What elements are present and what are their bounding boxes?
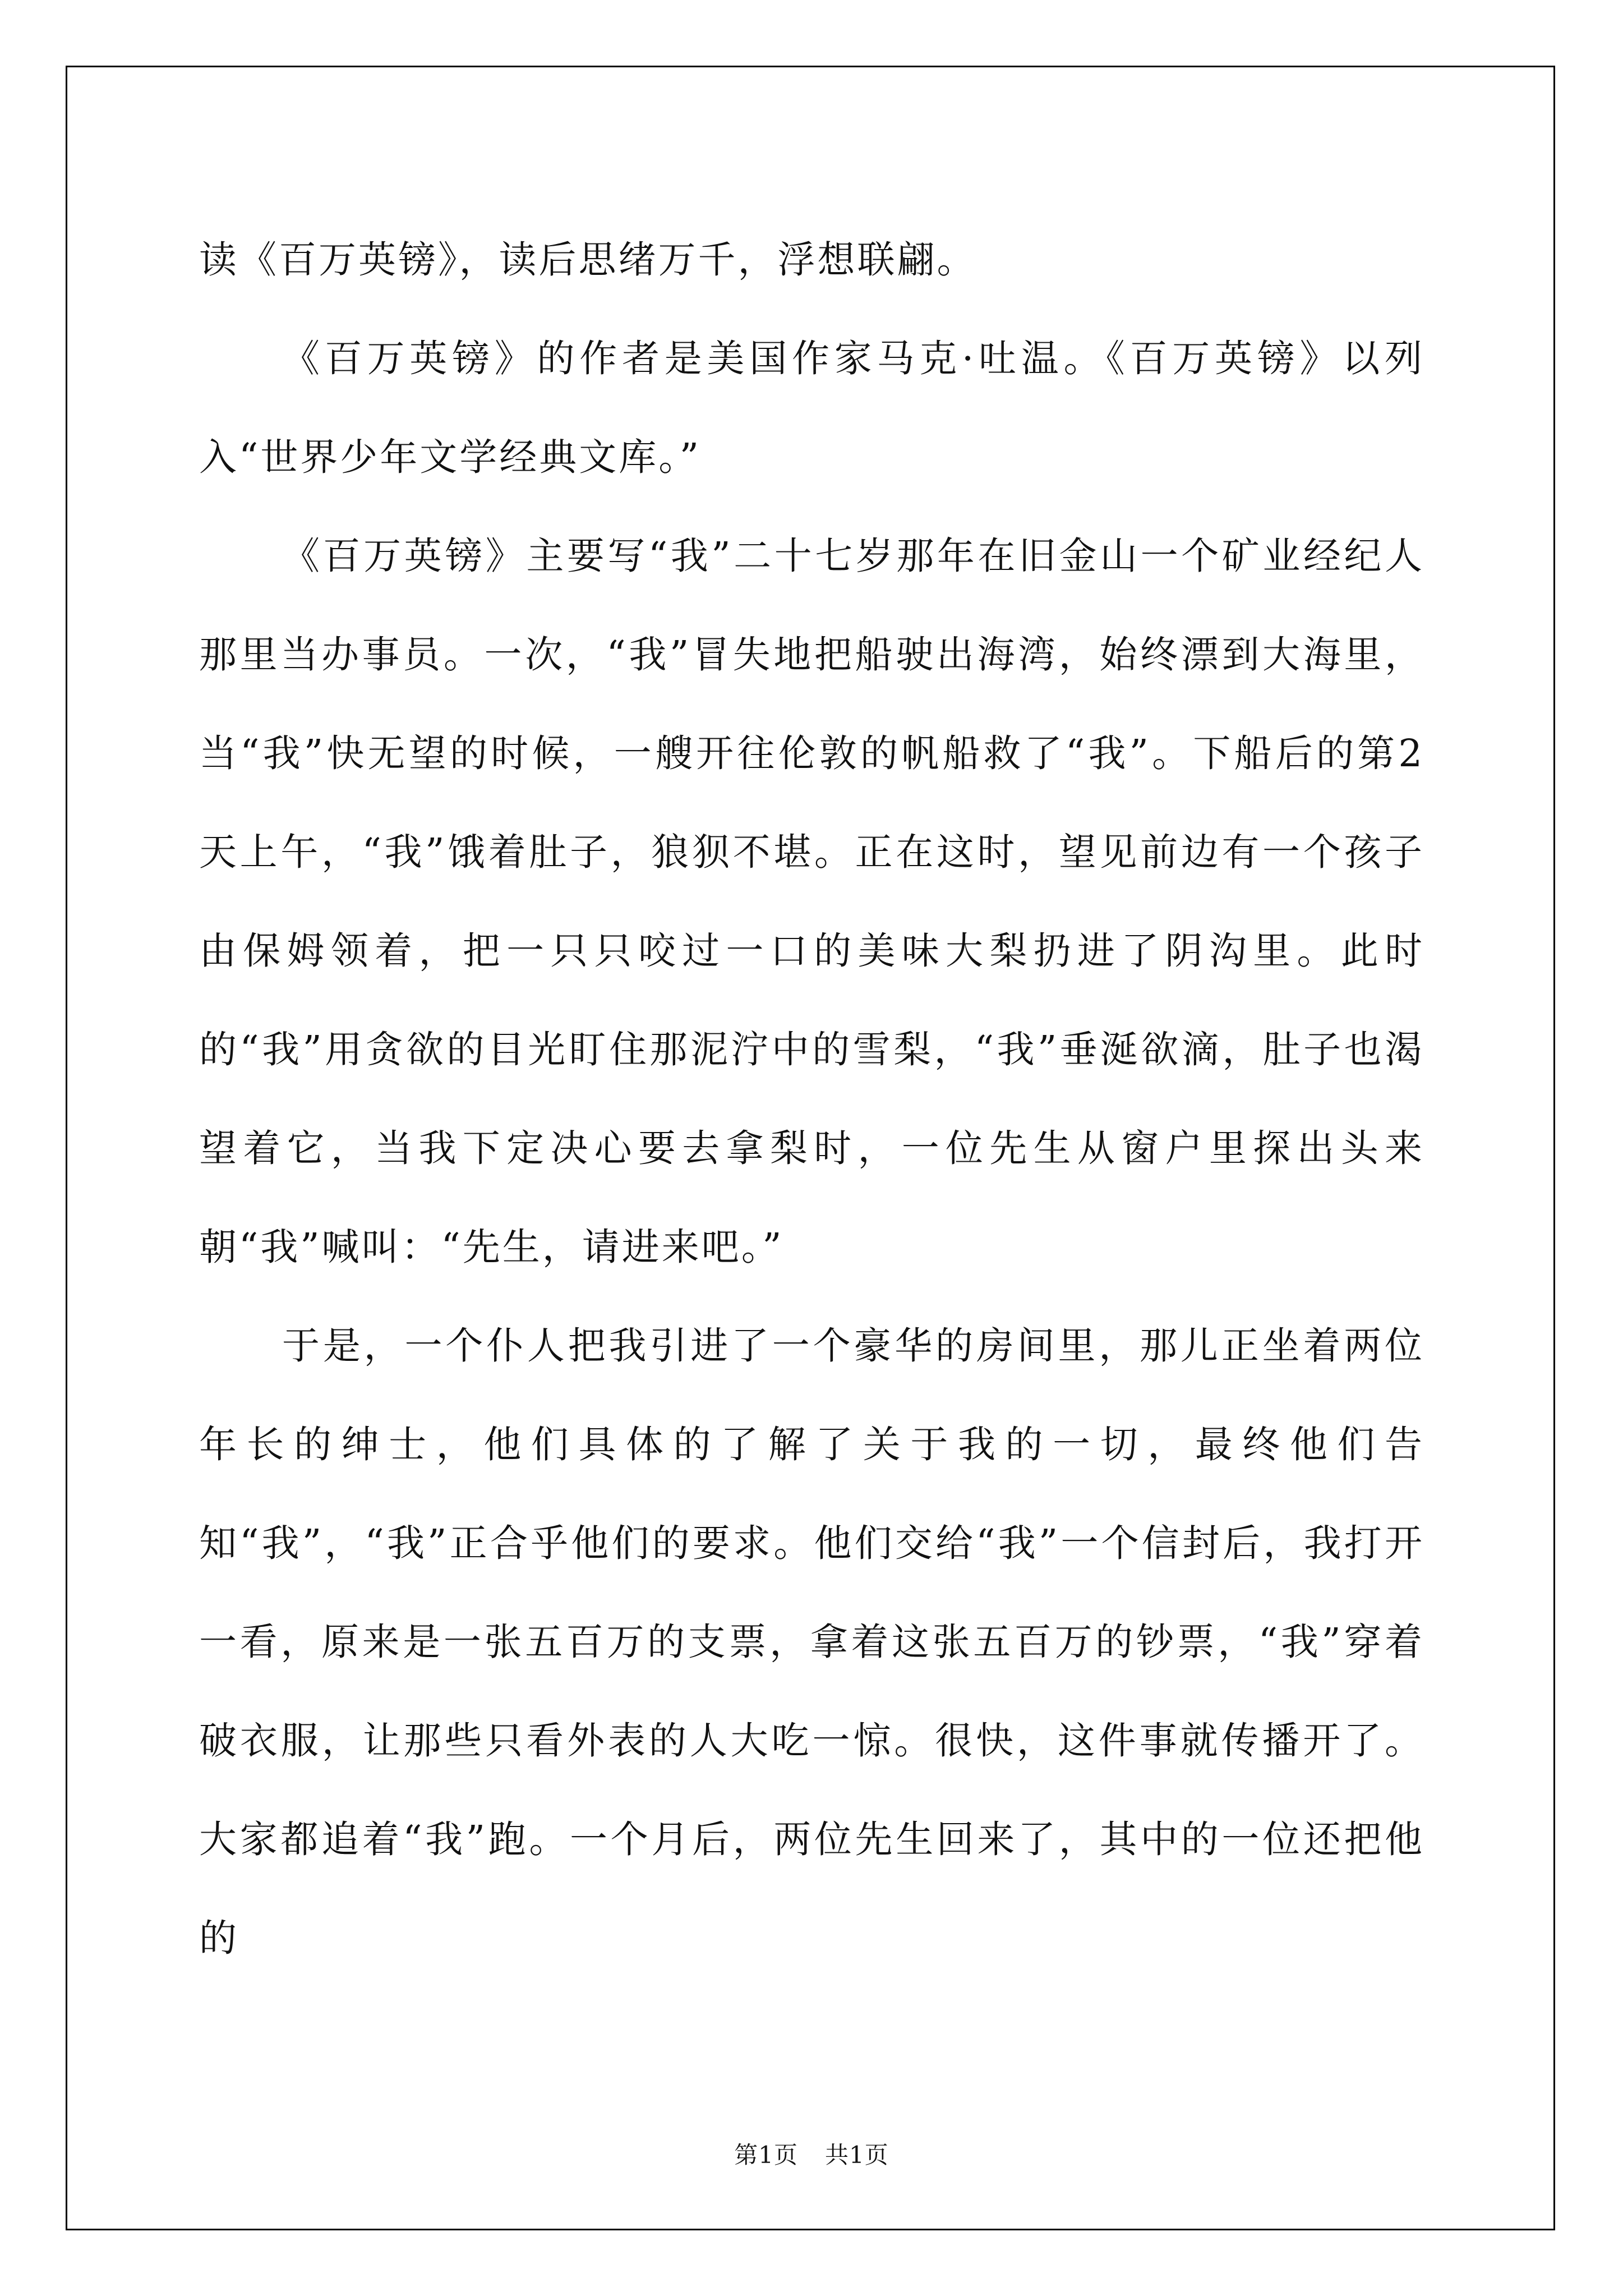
page-total: 共1页 [825,2141,889,2169]
page-number: 第1页 [734,2141,798,2169]
page-footer [0,2138,1623,2172]
document-body [199,210,1424,1987]
paragraph-3: 《百万英镑》主要写“我”二十七岁那年在旧金山一个矿业经纪人那里当办事员。一次，“我”冒失地把船驶出海湾，始终漂到大海里，当“我”快无望的时候，一艘开往伦敦的帆船救了“我”。下船后的第2天上午，“我”饿着肚子，狼狈不堪。正在这时，望见前边有一个孩子由保姆领着，把一只只咬过一口的美味大梨扔进了阴沟里。此时的“我”用贪欲的目光盯住那泥泞中的雪梨，“我”垂涎欲滴，肚子也渴望着它，当我下定决心要去拿梨时，一位先生从窗户里探出头来朝“我”喊叫：“先生，请进来吧。” [199,534,1424,1269]
paragraph-2: 《百万英镑》的作者是美国作家马克·吐温。《百万英镑》以列入“世界少年文学经典文库。” [199,337,1424,479]
paragraph-1: 读《百万英镑》，读后思绪万千，浮想联翩。 [199,238,977,282]
paragraph-4: 于是，一个仆人把我引进了一个豪华的房间里，那儿正坐着两位年长的绅士，他们具体的了解了关于我的一切，最终他们告知“我”，“我”正合乎他们的要求。他们交给“我”一个信封后，我打开一看，原来是一张五百万的支票，拿着这张五百万的钞票，“我”穿着破衣服，让那些只看外表的人大吃一惊。很快，这件事就传播开了。大家都追着“我”跑。一个月后，两位先生回来了，其中的一位还把他的 [199,1324,1424,1960]
